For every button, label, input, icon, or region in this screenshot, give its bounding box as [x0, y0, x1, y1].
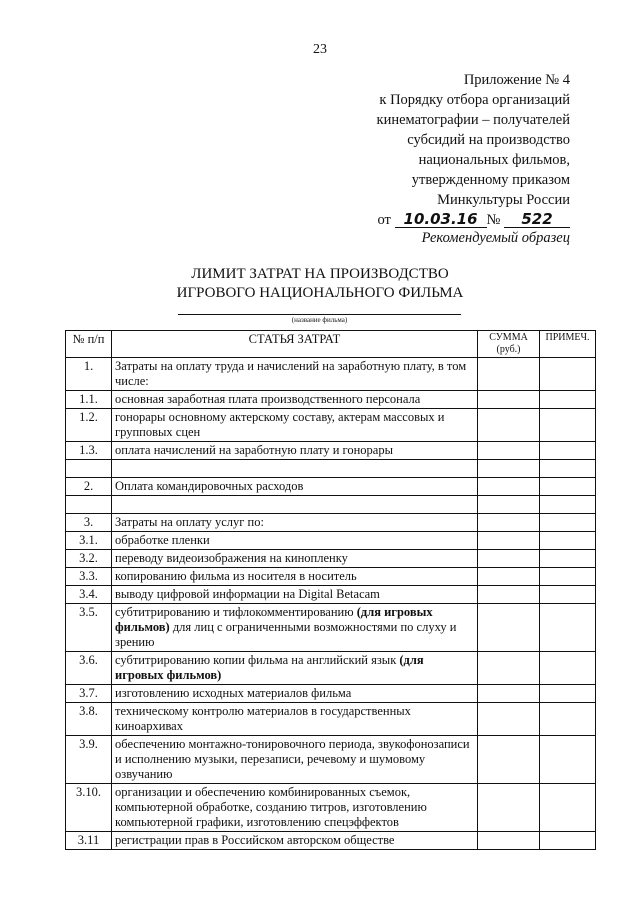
row-item-text: гонорары основному актерскому составу, актерам массовых и групповых сцен — [115, 410, 445, 439]
row-item — [112, 604, 478, 652]
row-item-text: техническому контролю материалов в государственных киноархивах — [115, 704, 411, 733]
sample-note: Рекомендуемый образец — [421, 230, 570, 246]
row-item — [112, 550, 478, 568]
row-item-text: основная заработная плата производственного персонала — [115, 392, 421, 406]
row-note-cell — [540, 532, 596, 550]
row-note-cell — [540, 460, 596, 478]
row-item — [112, 784, 478, 832]
row-sum-cell — [478, 568, 540, 586]
row-item-bold: (для игровых фильмов) — [115, 605, 433, 634]
row-item — [112, 478, 478, 496]
row-sum-cell — [478, 496, 540, 514]
table-body — [66, 358, 596, 850]
appendix-line: национальных фильмов, — [418, 152, 570, 168]
appendix-line: субсидий на производство — [407, 132, 570, 148]
row-number: 3.10. — [66, 784, 112, 832]
row-number: 3.8. — [66, 703, 112, 736]
table-row — [66, 391, 596, 409]
table-row — [66, 478, 596, 496]
row-note-cell — [540, 391, 596, 409]
row-sum-cell — [478, 532, 540, 550]
cost-table — [65, 330, 596, 850]
row-item-text — [115, 461, 118, 475]
row-note-cell — [540, 703, 596, 736]
order-date: 10.03.16 — [395, 212, 487, 228]
row-note-cell — [540, 685, 596, 703]
row-sum-cell — [478, 391, 540, 409]
document-title — [0, 265, 640, 303]
row-note-cell — [540, 604, 596, 652]
row-sum-cell — [478, 550, 540, 568]
table-row — [66, 604, 596, 652]
row-note-cell — [540, 736, 596, 784]
appendix-line: Минкультуры России — [437, 192, 570, 208]
order-reference — [377, 210, 570, 230]
row-note-cell — [540, 358, 596, 391]
row-number: 1. — [66, 358, 112, 391]
table-row — [66, 652, 596, 685]
film-name-caption: (название фильма) — [291, 316, 348, 324]
row-item — [112, 409, 478, 442]
appendix-line: Приложение № 4 — [463, 72, 570, 88]
row-note-cell — [540, 550, 596, 568]
row-sum-cell — [478, 514, 540, 532]
row-item-text: выводу цифровой информации на Digital Betacam — [115, 587, 380, 601]
row-note-cell — [540, 568, 596, 586]
appendix-line: утвержденному приказом — [411, 172, 570, 188]
header-item: СТАТЬЯ ЗАТРАТ — [112, 331, 478, 358]
row-item — [112, 496, 478, 514]
table-row — [66, 496, 596, 514]
row-sum-cell — [478, 784, 540, 832]
row-number: 1.2. — [66, 409, 112, 442]
order-number: 522 — [504, 212, 570, 228]
row-item-text: Оплата командировочных расходов — [115, 479, 304, 493]
row-item-text: оплата начислений на заработную плату и гонорары — [115, 443, 393, 457]
row-item-text: субтитрированию и тифлокомментированию — [115, 605, 354, 619]
row-number: 3.2. — [66, 550, 112, 568]
table-row — [66, 832, 596, 850]
row-item — [112, 832, 478, 850]
row-note-cell — [540, 442, 596, 460]
row-sum-cell — [478, 832, 540, 850]
row-sum-cell — [478, 409, 540, 442]
table-row — [66, 784, 596, 832]
row-item-text — [115, 497, 118, 511]
row-item-text: Затраты на оплату труда и начислений на заработную плату, в том числе: — [115, 359, 467, 388]
row-item-after: для лиц с ограниченными возможностями по слуху и зрению — [115, 620, 457, 649]
table-row — [66, 514, 596, 532]
appendix-line: кинематографии – получателей — [376, 112, 570, 128]
row-number: 1.1. — [66, 391, 112, 409]
row-number — [66, 460, 112, 478]
row-number: 3.1. — [66, 532, 112, 550]
table-row — [66, 703, 596, 736]
page-number: 23 — [313, 42, 327, 57]
row-sum-cell — [478, 478, 540, 496]
row-number: 3.9. — [66, 736, 112, 784]
row-sum-cell — [478, 703, 540, 736]
row-number: 3.4. — [66, 586, 112, 604]
row-item-text: переводу видеоизображения на кинопленку — [115, 551, 348, 565]
number-label: № — [486, 212, 501, 228]
row-sum-cell — [478, 358, 540, 391]
row-sum-cell — [478, 442, 540, 460]
row-number: 3.5. — [66, 604, 112, 652]
from-label: от — [377, 212, 391, 228]
row-item-text: регистрации прав в Российском авторском обществе — [115, 833, 395, 847]
row-item-text: обработке пленки — [115, 533, 210, 547]
table-row — [66, 568, 596, 586]
table-row — [66, 532, 596, 550]
row-note-cell — [540, 652, 596, 685]
table-row — [66, 460, 596, 478]
header-num: № п/п — [66, 331, 112, 358]
row-number: 1.3. — [66, 442, 112, 460]
row-note-cell — [540, 586, 596, 604]
film-name-line — [178, 314, 461, 315]
table-header-row — [66, 331, 596, 358]
row-number — [66, 496, 112, 514]
row-item — [112, 442, 478, 460]
row-number: 2. — [66, 478, 112, 496]
row-number: 3.11 — [66, 832, 112, 850]
row-note-cell — [540, 514, 596, 532]
row-number: 3.7. — [66, 685, 112, 703]
row-sum-cell — [478, 586, 540, 604]
table-row — [66, 685, 596, 703]
table-row — [66, 736, 596, 784]
row-item — [112, 532, 478, 550]
row-item-text: копированию фильма из носителя в носитель — [115, 569, 357, 583]
row-number: 3.6. — [66, 652, 112, 685]
table-row — [66, 442, 596, 460]
row-item-text: субтитрированию копии фильма на английский язык — [115, 653, 397, 667]
table-row — [66, 358, 596, 391]
title-line-2: ИГРОВОГО НАЦИОНАЛЬНОГО ФИЛЬМА — [176, 285, 464, 301]
header-sum: СУММА (руб.) — [478, 331, 540, 358]
row-note-cell — [540, 478, 596, 496]
header-note: ПРИМЕЧ. — [540, 331, 596, 358]
title-line-1: ЛИМИТ ЗАТРАТ НА ПРОИЗВОДСТВО — [191, 266, 449, 282]
appendix-line: к Порядку отбора организаций — [379, 92, 570, 108]
row-item — [112, 460, 478, 478]
row-sum-cell — [478, 736, 540, 784]
row-item — [112, 652, 478, 685]
row-item — [112, 358, 478, 391]
row-note-cell — [540, 832, 596, 850]
row-item — [112, 586, 478, 604]
row-number: 3. — [66, 514, 112, 532]
row-item-text: организации и обеспечению комбинированных съемок, компьютерной обработке, созданию титров, изготовлению компьютерной графики, изготовлению спецэффектов — [115, 785, 427, 829]
row-sum-cell — [478, 604, 540, 652]
row-note-cell — [540, 409, 596, 442]
row-number: 3.3. — [66, 568, 112, 586]
row-item — [112, 568, 478, 586]
table-row — [66, 409, 596, 442]
row-item-text: Затраты на оплату услуг по: — [115, 515, 264, 529]
table-row — [66, 586, 596, 604]
row-item — [112, 736, 478, 784]
row-item — [112, 685, 478, 703]
row-item-text: обеспечению монтажно-тонировочного периода, звукофонозаписи и исполнению музыки, перезаписи, речевому и шумовому озвучанию — [115, 737, 470, 781]
row-item-text: изготовлению исходных материалов фильма — [115, 686, 352, 700]
table-row — [66, 550, 596, 568]
row-item — [112, 703, 478, 736]
row-note-cell — [540, 784, 596, 832]
row-item — [112, 391, 478, 409]
row-item — [112, 514, 478, 532]
row-sum-cell — [478, 460, 540, 478]
row-sum-cell — [478, 685, 540, 703]
row-item-bold: (для игровых фильмов) — [115, 653, 424, 682]
appendix-block — [377, 70, 570, 230]
row-sum-cell — [478, 652, 540, 685]
row-note-cell — [540, 496, 596, 514]
